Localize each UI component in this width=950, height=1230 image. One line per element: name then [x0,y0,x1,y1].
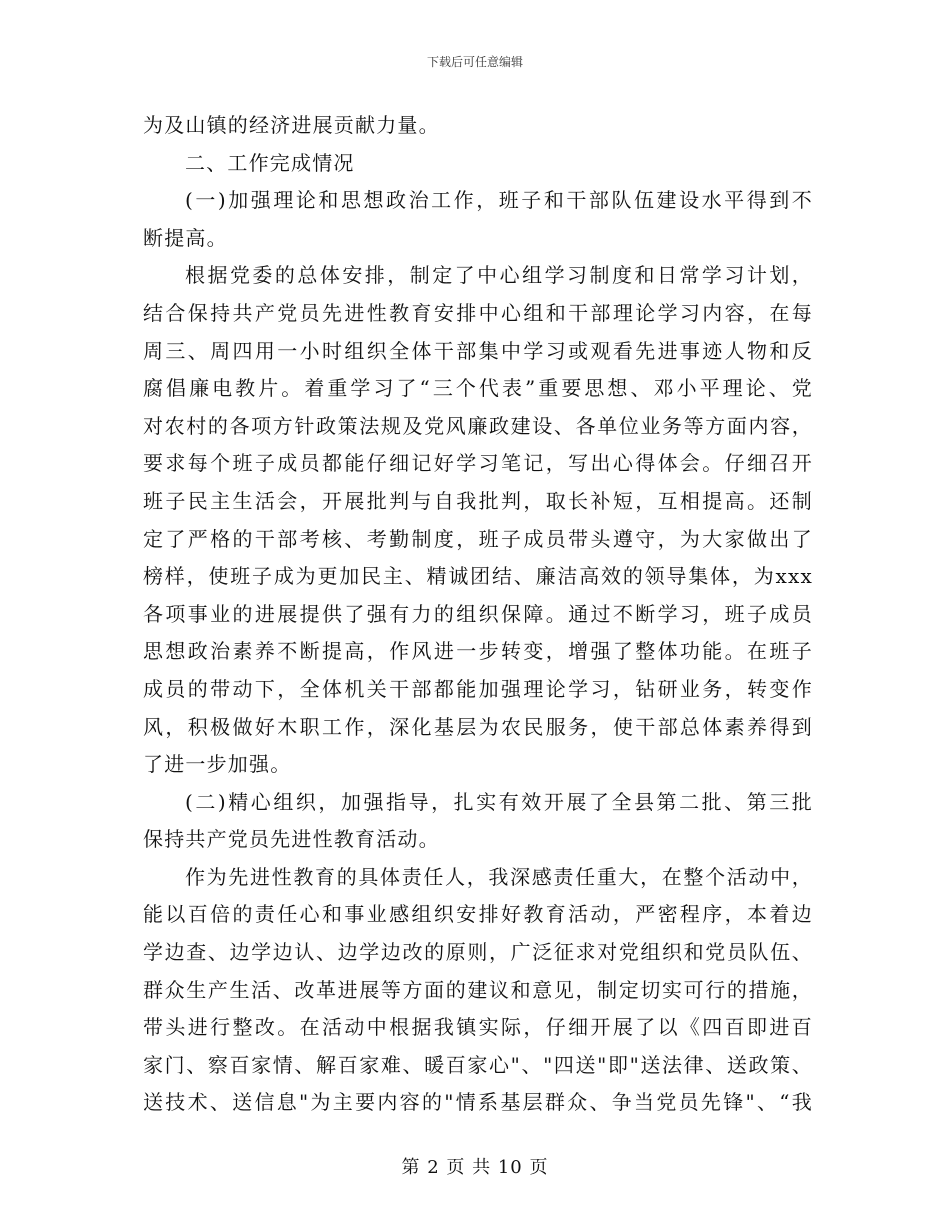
text-line: 学边查、边学边认、边学边改的原则，广泛征求对党组织和党员队伍、 [143,940,813,965]
text-line: 了进一步加强。 [143,752,292,777]
text-line: 风，积极做好木职工作，深化基层为农民服务，使干部总体素养得到 [143,714,813,739]
text-line: 断提高。 [143,225,228,250]
text-line: 榜样，使班子成为更加民主、精诚团结、廉洁高效的领导集体，为xxx [143,564,813,589]
text-line: 思想政治素养不断提高，作风进一步转变，增强了整体功能。在班子 [143,639,813,664]
text-line: 群众生产生活、改革进展等方面的建议和意见，制定切实可行的措施， [143,977,813,1002]
text-line: 根据党委的总体安排，制定了中心组学习制度和日常学习计划， [185,263,813,288]
text-line: (一)加强理论和思想政治工作，班子和干部队伍建设水平得到不 [185,188,813,213]
page-footer: 第 2 页 共 10 页 [401,1157,549,1178]
text-line: 对农村的各项方针政策法规及党风廉政建设、各单位业务等方面内容， [143,413,813,438]
text-line: 为及山镇的经济进展贡献力量。 [143,113,440,137]
text-line: 二、工作完成情况 [185,150,355,175]
text-line: 送技术、送信息"为主要内容的"情系基层群众、争当党员先锋"、“我 [143,1090,813,1115]
text-line: 带头进行整改。在活动中根据我镇实际，仔细开展了以《四百即进百 [143,1015,813,1040]
text-line: 能以百倍的责任心和事业感组织安排好教育活动，严密程序，本着边 [143,902,813,927]
text-line: 要求每个班子成员都能仔细记好学习笔记，写出心得体会。仔细召开 [143,451,813,476]
document-body [143,107,813,1122]
text-line: 定了严格的干部考核、考勤制度，班子成员带头遵守，为大家做出了 [143,526,813,551]
text-line: 成员的带动下，全体机关干部都能加强理论学习，钻研业务，转变作 [143,676,813,701]
text-line: 作为先进性教育的具体责任人，我深感责任重大，在整个活动中， [185,864,813,889]
text-line: 腐倡廉电教片。着重学习了“三个代表”重要思想、邓小平理论、党 [143,376,813,401]
text-line: 班子民主生活会，开展批判与自我批判，取长补短，互相提高。还制 [143,488,813,513]
page-header: 下载后可任意编辑 [426,55,523,69]
text-line: (二)精心组织，加强指导，扎实有效开展了全县第二批、第三批 [185,789,813,814]
text-line: 周三、周四用一小时组织全体干部集中学习或观看先进事迹人物和反 [143,338,813,363]
text-line: 保持共产党员先进性教育活动。 [143,827,440,852]
text-line: 家门、察百家情、解百家难、暖百家心"、"四送"即"送法律、送政策、 [143,1052,813,1077]
text-line: 结合保持共产党员先进性教育安排中心组和干部理论学习内容，在每 [143,300,813,325]
text-line: 各项事业的进展提供了强有力的组织保障。通过不断学习，班子成员 [143,601,813,626]
